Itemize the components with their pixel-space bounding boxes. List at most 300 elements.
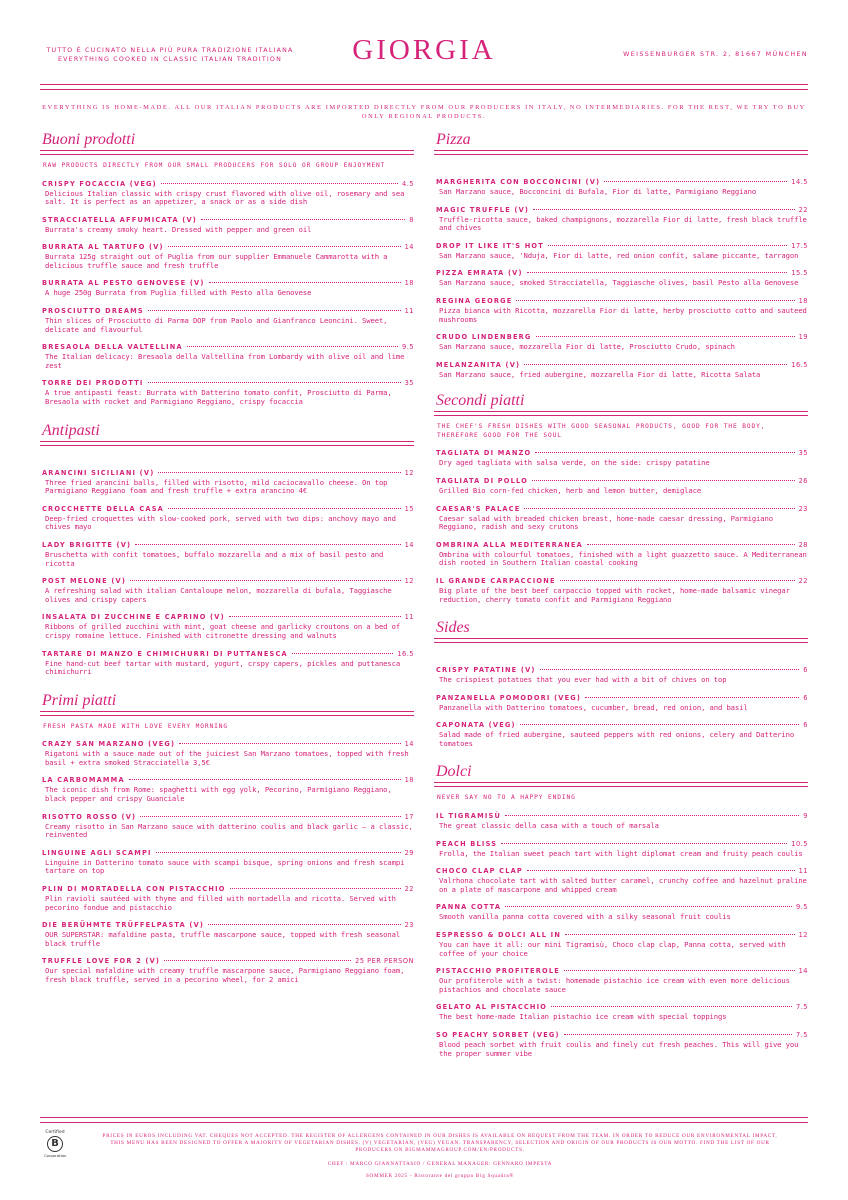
dish-description: Deep-fried croquettes with slow-cooked pork, served with two dips: anchovy mayo and chives mayo: [45, 513, 396, 532]
dish-price: 29: [404, 848, 414, 857]
dot-leader: [532, 480, 795, 481]
menu-item-header: [434, 333, 808, 342]
dish-description: Caesar salad with breaded chicken breast, home-made caesar dressing, Parmigiano Reggiano, radish and sexy crutons: [439, 513, 773, 532]
menu-item-header: [434, 242, 808, 251]
dish-description: Blood peach sorbet with fruit coulis and finely cut fresh peaches. This will give you the proper summer vibe: [439, 1039, 799, 1058]
section-title: Antipasti: [42, 421, 100, 439]
dish-description: Truffle-ricotta sauce, baked champignons, mozzarella Fior di latte, fresh black truffle and chives: [439, 214, 807, 233]
menu-item-header: [434, 812, 808, 821]
menu-section: [434, 393, 808, 604]
dish-description: Smooth vanilla panna cotta covered with a silky seasonal fruit coulis: [439, 912, 731, 922]
menu-item-header: [40, 957, 414, 966]
dish-price: 6: [803, 693, 808, 702]
dish-price: 23: [798, 504, 808, 513]
menu-item-header: [40, 740, 414, 749]
menu-item-header: [40, 469, 414, 478]
dish-name: CRAZY SAN MARZANO (VEG): [42, 740, 176, 749]
dish-name: CRISPY PATATINE (V): [436, 666, 536, 675]
menu-section: [40, 132, 414, 407]
footer-staff: CHEF : MARCO GIANNATTASIO / GENERAL MANAGER: GENNARO IMPESTA: [327, 1161, 553, 1167]
dot-leader: [551, 1006, 792, 1007]
menu-item: [40, 379, 414, 406]
dot-leader: [158, 472, 400, 473]
menu-item: [434, 297, 808, 324]
dish-name: DIE BERÜHMTE TRÜFFELPASTA (V): [42, 921, 205, 930]
dot-leader: [135, 544, 400, 545]
dish-price: 11: [404, 307, 414, 316]
menu-item-header: [434, 840, 808, 849]
dish-description: Bruschetta with confit tomatoes, buffalo mozzarella and a mix of basil pesto and ricotta: [45, 550, 384, 568]
dish-description: Burrata's creamy smoky heart. Dressed with pepper and green oil: [45, 224, 312, 234]
menu-item-header: [434, 1003, 808, 1012]
menu-item: [40, 885, 414, 912]
section-spacer: [40, 446, 414, 460]
dish-price: 22: [404, 885, 414, 893]
dish-price: 15.5: [791, 269, 808, 278]
dot-leader: [564, 970, 795, 971]
section-divider: [434, 782, 808, 787]
dot-leader: [292, 653, 393, 654]
dish-price: 9.5: [796, 903, 808, 912]
dish-description: You can have it all: our mini Tigramisù, Choco clap clap, Panna cotta, served with coffee of your choice: [439, 939, 786, 958]
menu-item-header: [40, 279, 414, 288]
dot-leader: [168, 508, 401, 509]
dot-leader: [505, 815, 799, 816]
dish-description: Ombrina with colourful tomatoes, finished with a light guazzetto sauce. A Mediterranean dish rooted in Southern Italian coastal cooking: [439, 549, 807, 568]
menu-item-header: [40, 505, 414, 514]
menu-item-header: [40, 813, 414, 822]
dish-price: 19: [798, 333, 808, 342]
section-spacer: [434, 155, 808, 169]
menu-item-header: [40, 541, 414, 550]
menu-item: [40, 957, 414, 984]
dish-name: PEACH BLISS: [436, 839, 498, 848]
menu-item-header: [434, 721, 808, 730]
dot-leader: [179, 743, 400, 744]
dish-description: Our profiterole with a twist: homemade pistachio ice cream with even more delicious pistachios and chocolate sauce: [439, 976, 790, 994]
dish-description: San Marzano sauce, fried aubergine, mozzarella Fior di latte, Ricotta Salata: [439, 369, 761, 379]
dish-name: CRISPY FOCACCIA (VEG): [42, 179, 157, 188]
dish-price: 10.5: [791, 839, 808, 848]
dish-description: A refreshing salad with italian Cantaloupe melon, mozzarella di bufala, Taggiasche olives and crispy capers: [45, 586, 392, 604]
dot-leader: [535, 452, 794, 453]
menu-item: [434, 1003, 808, 1022]
dot-leader: [565, 934, 795, 935]
menu-item-header: [40, 613, 414, 622]
header-divider: [40, 84, 808, 90]
dish-description: San Marzano sauce, Bocconcini di Bufala, Fior di latte, Parmigiano Reggiano: [439, 187, 757, 196]
dish-description: The best home-made Italian pistachio ice cream with special toppings: [439, 1012, 727, 1022]
dish-price: 6: [803, 666, 808, 675]
menu-item-header: [40, 343, 414, 352]
menu-item: [434, 242, 808, 261]
dish-price: 26: [798, 476, 808, 485]
dot-leader: [587, 544, 795, 545]
menu-item-header: [40, 885, 414, 894]
dish-name: TAGLIATA DI MANZO: [436, 449, 532, 458]
dish-name: IL GRANDE CARPACCIONE: [436, 576, 556, 585]
menu-item-header: [40, 849, 414, 858]
dot-leader: [230, 888, 401, 889]
dish-description: The Italian delicacy: Bresaola della Valtellina from Lombardy with olive oil and lime zest: [45, 352, 405, 370]
restaurant-logo: GIORGIA: [352, 34, 496, 66]
dish-name: CRUDO LINDENBERG: [436, 333, 532, 342]
menu-item-header: [434, 178, 808, 187]
dish-price: 22: [798, 576, 808, 585]
tagline-italian: TUTTO È CUCINATO NELLA PIÙ PURA TRADIZIONE ITALIANA: [46, 47, 294, 54]
dish-name: MELANZANITA (V): [436, 360, 521, 369]
dish-price: 14.5: [791, 178, 808, 186]
dish-name: CAPONATA (VEG): [436, 721, 516, 730]
dot-leader: [564, 1034, 792, 1035]
dot-leader: [516, 300, 794, 301]
menu-item: [434, 812, 808, 831]
menu-item: [434, 967, 808, 994]
menu-item: [434, 1031, 808, 1058]
menu-item-header: [434, 967, 808, 976]
dish-price: 16.5: [791, 360, 808, 369]
menu-item: [40, 613, 414, 640]
menu-item: [40, 921, 414, 948]
dish-description: Creamy risotto in San Marzano sauce with datterino coulis and black garlic – a classic, reinvented: [45, 821, 413, 840]
menu-section: [434, 764, 808, 1058]
dish-name: TAGLIATA DI POLLO: [436, 476, 528, 485]
dish-name: LADY BRIGITTE (V): [42, 541, 132, 549]
menu-item-header: [434, 666, 808, 675]
intro-text: EVERYTHING IS HOME-MADE. ALL OUR ITALIAN PRODUCTS ARE IMPORTED DIRECTLY FROM OUR PRODUCERS IN ITALY, NO INTERMEDIARIES. FOR THE REST, WE TRY TO BUY ONLY REGIONAL PRODUCTS.: [42, 104, 806, 120]
menu-item-header: [434, 903, 808, 912]
menu-item: [434, 721, 808, 748]
dot-leader: [229, 616, 401, 617]
dish-name: ESPRESSO & DOLCI ALL IN: [436, 930, 562, 939]
menu-item: [434, 449, 808, 468]
menu-item: [434, 333, 808, 352]
dish-name: OMBRINA ALLA MEDITERRANEA: [436, 540, 583, 549]
dish-description: Valrhona chocolate tart with salted butter caramel, crunchy coffee and hazelnut praline on a plate of mascarpone and whipped cream: [439, 876, 807, 894]
dish-name: CAESAR'S PALACE: [436, 504, 521, 513]
dot-leader: [501, 843, 787, 844]
dish-price: 14: [404, 243, 414, 252]
menu-item: [434, 206, 808, 233]
dish-name: PIZZA EMRATA (V): [436, 269, 523, 278]
dot-leader: [164, 960, 351, 961]
dot-leader: [520, 724, 800, 725]
menu-item-header: [40, 577, 414, 586]
menu-item-header: [434, 694, 808, 703]
dish-description: San Marzano sauce, 'Nduja, Fior di latte, red onion confit, salame piccante, tarragon: [439, 250, 799, 260]
menu-item: [40, 343, 414, 370]
menu-item-header: [434, 931, 808, 940]
menu-item: [40, 243, 414, 270]
dish-description: San Marzano sauce, smoked Stracciatella, Taggiasche olives, basil Pesto alla Genovese: [439, 278, 799, 288]
dish-name: TORRE DEI PRODOTTI: [42, 379, 144, 388]
menu-item: [40, 813, 414, 840]
section-title: Pizza: [436, 131, 471, 148]
dot-leader: [527, 870, 795, 871]
dish-price: 22: [798, 205, 808, 214]
section-title: Primi piatti: [42, 691, 117, 709]
dish-name: RISOTTO ROSSO (V): [42, 812, 137, 821]
section-note: FRESH PASTA MADE WITH LOVE EVERY MORNING: [43, 722, 229, 730]
dish-description: San Marzano sauce, mozzarella Fior di latte, Prosciutto Crudo, spinach: [439, 342, 735, 352]
dot-leader: [585, 697, 799, 698]
dish-name: PLIN DI MORTADELLA CON PISTACCHIO: [42, 885, 226, 893]
section-title: Sides: [436, 619, 470, 637]
section-spacer: [434, 643, 808, 657]
dish-description: Three fried arancini balls, filled with risotto, mild caciocavallo cheese. On top Parmigiano Reggiano foam and fresh truffle + extra arancino 4€: [45, 477, 388, 496]
dish-name: IL TIGRAMISÙ: [436, 811, 502, 820]
dish-description: Delicious Italian classic with crispy crust flavored with olive oil, rosemary and sea salt. It is perfect as an appetizer, a snack or as a side dish: [45, 188, 405, 207]
section-note: NEVER SAY NO TO A HAPPY ENDING: [437, 794, 576, 802]
menu-item: [434, 840, 808, 859]
menu-section: [40, 693, 414, 985]
dish-price: 9: [803, 811, 808, 820]
menu-item: [40, 776, 414, 803]
menu-item: [40, 279, 414, 298]
section-divider: [434, 411, 808, 416]
dish-name: LA CARBOMAMMA: [42, 776, 125, 785]
dish-price: 35: [404, 379, 414, 388]
dot-leader: [524, 364, 787, 365]
dish-name: POST MELONE (V): [42, 577, 127, 586]
dot-leader: [168, 246, 401, 247]
menu-item-header: [40, 921, 414, 930]
menu-item-header: [40, 379, 414, 388]
bcorp-logo: [44, 1130, 66, 1158]
menu-item: [40, 849, 414, 876]
menu-item: [40, 307, 414, 334]
dot-leader: [129, 779, 401, 780]
section-title: Dolci: [436, 763, 472, 781]
menu-item: [434, 541, 808, 568]
menu-item: [434, 361, 808, 380]
dish-price: 14: [404, 740, 414, 749]
footer-divider: [40, 1117, 808, 1123]
menu-item: [434, 505, 808, 532]
dot-leader: [208, 924, 401, 925]
menu-item-header: [40, 776, 414, 785]
dot-leader: [524, 508, 794, 509]
dish-name: CROCCHETTE DELLA CASA: [42, 504, 164, 513]
dish-name: INSALATA DI ZUCCHINE E CAPRINO (V): [42, 613, 225, 622]
dish-price: 25 PER PERSON: [355, 957, 414, 966]
footer-season: SOMMER 2025 - Ristorante del gruppo Big Squadra®: [365, 1173, 515, 1179]
dish-price: 7.5: [796, 1030, 808, 1039]
menu-item-header: [434, 477, 808, 486]
menu-item-header: [434, 505, 808, 514]
dish-price: 7.5: [796, 1003, 808, 1012]
dot-leader: [209, 282, 401, 283]
dish-price: 28: [798, 540, 808, 549]
bcorp-b-icon: B: [47, 1136, 63, 1152]
dot-leader: [527, 272, 788, 273]
dish-name: MARGHERITA CON BOCCONCINI (V): [436, 178, 601, 186]
menu-item-header: [434, 1031, 808, 1040]
menu-item-header: [434, 206, 808, 215]
menu-item-header: [434, 449, 808, 458]
menu-item-header: [434, 577, 808, 586]
menu-item-header: [40, 243, 414, 252]
menu-column-right: [434, 132, 808, 1058]
menu-item: [40, 650, 414, 677]
menu-section: [434, 620, 808, 748]
dish-price: 17.5: [791, 241, 808, 250]
dish-name: BURRATA AL TARTUFO (V): [42, 243, 164, 252]
dish-name: PANNA COTTA: [436, 903, 502, 912]
section-note: THE CHEF'S FRESH DISHES WITH GOOD SEASONAL PRODUCTS, GOOD FOR THE BODY, THEREFORE GOOD FOR THE SOUL: [437, 423, 766, 439]
dish-description: Linguine in Datterino tomato sauce with scampi bisque, spring onions and fresh scampi tartare on top: [45, 857, 405, 876]
dish-description: The great classic della casa with a touch of marsala: [439, 820, 659, 830]
menu-item: [40, 577, 414, 604]
dot-leader: [148, 382, 401, 383]
dish-description: Grilled Bio corn-fed chicken, herb and lemon butter, demiglace: [439, 485, 702, 495]
dish-price: 14: [798, 967, 808, 976]
dish-description: Frolla, the Italian sweet peach tart with light diplomat cream and fruity peach coulis: [439, 848, 803, 858]
menu-item-header: [434, 867, 808, 876]
tagline-english: EVERYTHING COOKED IN CLASSIC ITALIAN TRADITION: [57, 56, 282, 63]
menu-section: [40, 423, 414, 677]
menu-item: [434, 477, 808, 496]
dish-name: LINGUINE AGLI SCAMPI: [42, 848, 152, 857]
dish-name: DROP IT LIKE IT'S HOT: [436, 241, 544, 250]
dish-description: Fine hand-cut beef tartar with mustard, yogurt, crspy capers, pickles and puttanesca chimichurri: [45, 658, 401, 677]
dish-name: PROSCIUTTO DREAMS: [42, 307, 144, 316]
dish-name: BRESAOLA DELLA VALTELLINA: [42, 343, 183, 352]
dot-leader: [156, 852, 401, 853]
dish-description: A true antipasti feast: Burrata with Datterino tomato confit, Prosciutto di Parma, Bresaola with rocket and Parmigiano Reggiano, crispy focaccia: [45, 388, 392, 407]
dish-description: Salad made of fried aubergine, sauteed peppers with red onions, celery and Datterino tomatoes: [439, 730, 795, 748]
dot-leader: [540, 669, 800, 670]
dish-price: 12: [404, 468, 414, 477]
menu-item: [434, 903, 808, 922]
menu-item-header: [40, 216, 414, 225]
dish-price: 17: [404, 812, 414, 821]
dish-price: 16.5: [397, 649, 414, 658]
dish-description: The crispiest potatoes that you ever had with a bit of chives on top: [439, 675, 727, 685]
dish-description: A huge 250g Burrata from Puglia filled with Pesto alla Genovese: [45, 288, 312, 298]
menu-item: [434, 694, 808, 713]
menu-item-header: [434, 269, 808, 278]
menu-item: [434, 867, 808, 894]
restaurant-address: WEISSENBURGER STR. 2, 81667 MÜNCHEN: [623, 51, 808, 58]
menu-item: [40, 541, 414, 568]
section-title: Secondi piatti: [436, 392, 525, 410]
dish-price: 9.5: [402, 343, 414, 352]
dish-description: Dry aged tagliata with salsa verde, on the side: crispy patatine: [439, 458, 710, 468]
dish-price: 12: [798, 930, 808, 939]
dish-name: GELATO AL PISTACCHIO: [436, 1003, 548, 1012]
dish-price: 18: [404, 776, 414, 785]
menu-item: [434, 931, 808, 958]
dish-description: Burrata 125g straight out of Puglia from our supplier Emmanuele Cammarotta with a delicious truffle sauce and fresh truffle: [45, 252, 388, 270]
dish-name: REGINA GEORGE: [436, 296, 513, 305]
dish-price: 12: [404, 577, 414, 586]
dish-name: BURRATA AL PESTO GENOVESE (V): [42, 279, 205, 288]
dish-description: Thin slices of Prosciutto di Parma DOP from Paolo and Gianfranco Leoncini. Sweet, delicate and flavourful: [45, 316, 388, 334]
menu-item-header: [40, 180, 414, 189]
menu-item-header: [434, 541, 808, 550]
dish-description: Big plate of the best beef carpaccio topped with rocket, home-made balsamic vinegar reduction, cherry tomato confit and Parmigiano Reggiano: [439, 585, 790, 604]
dish-price: 4.5: [402, 179, 414, 188]
menu-item: [434, 178, 808, 197]
section-divider: [40, 150, 414, 155]
menu-item: [40, 469, 414, 496]
dish-price: 18: [404, 279, 414, 288]
menu-item: [40, 740, 414, 767]
header-tagline: [40, 46, 300, 64]
dish-description: Pizza bianca with Ricotta, mozzarella Fior di latte, herby prosciutto cotto and sauteed mushrooms: [439, 305, 807, 324]
dish-name: CHOCO CLAP CLAP: [436, 867, 523, 876]
menu-column-left: [40, 132, 414, 985]
menu-item-header: [40, 307, 414, 316]
menu-item-header: [40, 650, 414, 659]
dish-description: Plin ravioli sautéed with thyme and filled with mortadella and ricotta. Served with pecorino fondue and pistacchio: [45, 894, 396, 912]
dish-name: TRUFFLE LOVE FOR 2 (V): [42, 957, 161, 966]
dish-name: PISTACCHIO PROFITEROLE: [436, 967, 560, 976]
menu-item: [434, 269, 808, 288]
dish-price: 14: [404, 541, 414, 549]
menu-item: [40, 505, 414, 532]
dish-price: 11: [798, 867, 808, 876]
section-title: Buoni prodotti: [42, 131, 136, 148]
dish-description: Ribbons of grilled zucchini with mint, goat cheese and garlicky croutons on a bed of crispy romaine lettuce. Finished with citronette dressing and walnuts: [45, 622, 401, 640]
dish-description: OUR SUPERSTAR: mafaldine pasta, truffle mascarpone sauce, topped with fresh seasonal black truffle: [45, 930, 401, 948]
menu-item-header: [434, 297, 808, 306]
menu-item-header: [434, 361, 808, 370]
dot-leader: [560, 580, 795, 581]
dot-leader: [187, 346, 398, 347]
section-divider: [40, 711, 414, 716]
dish-price: 18: [798, 296, 808, 305]
section-note: RAW PRODUCTS DIRECTLY FROM OUR SMALL PRODUCERS FOR SOLO OR GROUP ENJOYMENT: [43, 162, 386, 169]
footer-legal: PRICES IN EUROS INCLUDING VAT. CHEQUES NOT ACCEPTED. THE REGISTER OF ALLERGENS CONTAINED IN OUR DISHES IS AVAILABLE ON REQUEST FROM THE TEAM. IN ORDER TO REDUCE OUR ENVIRONMENTAL IMPACT, THIS MENU HAS BEEN DESIGNED TO OFFER A MAJORITY OF VEGETARIAN DISHES. (V) VEGETARIAN, (VEG) VEGAN. TRANSPARENCY, SELECTION AND ORIGIN OF OUR PRODUCTS IS OUR MOTTO. FIND THE LIST OF OUR PRODUCERS ON BIGMAMMAGROUP.COM/EN/PRODUCTS.: [102, 1133, 778, 1153]
dot-leader: [533, 209, 794, 210]
dot-leader: [140, 816, 400, 817]
menu-item: [40, 216, 414, 235]
menu-item: [434, 577, 808, 604]
menu-item: [434, 666, 808, 685]
dish-name: STRACCIATELLA AFFUMICATA (V): [42, 215, 197, 224]
menu-item: [40, 180, 414, 207]
bcorp-certified-text: Certified: [45, 1130, 65, 1135]
dish-name: ARANCINI SICILIANI (V): [42, 468, 155, 477]
dot-leader: [130, 580, 401, 581]
dish-name: MAGIC TRUFFLE (V): [436, 205, 530, 214]
dish-description: Rigatoni with a sauce made out of the juiciest San Marzano tomatoes, topped with fresh basil + extra smoked Stracciatella 3,5€: [45, 749, 409, 767]
dish-price: 23: [404, 921, 414, 930]
dish-name: TARTARE DI MANZO E CHIMICHURRI DI PUTTANESCA: [42, 649, 288, 658]
bcorp-corporation-text: Corporation: [44, 1153, 67, 1158]
dot-leader: [548, 245, 787, 246]
dish-name: PANZANELLA POMODORI (VEG): [436, 693, 582, 702]
menu-section: [434, 132, 808, 379]
dish-name: SO PEACHY SORBET (VEG): [436, 1030, 560, 1039]
dot-leader: [505, 906, 792, 907]
dot-leader: [201, 219, 405, 220]
dish-description: Panzanella with Datterino tomatoes, cucumber, bread, red onion, and basil: [439, 702, 748, 712]
dish-price: 8: [409, 215, 414, 224]
dot-leader: [161, 183, 398, 184]
dish-price: 35: [798, 449, 808, 458]
dot-leader: [148, 310, 401, 311]
dish-price: 6: [803, 721, 808, 730]
dish-price: 11: [404, 613, 414, 622]
dish-price: 15: [404, 504, 414, 513]
dish-description: Our special mafaldine with creamy truffle mascarpone sauce, Parmigiano Reggiano foam, fresh black truffle, served in a pecorino wheel, for 2 amici: [45, 966, 405, 984]
dot-leader: [536, 336, 795, 337]
dot-leader: [604, 181, 787, 182]
dish-description: The iconic dish from Rome: spaghetti with egg yolk, Pecorino, Parmigiano Reggiano, black pepper and crispy Guanciale: [45, 785, 392, 804]
